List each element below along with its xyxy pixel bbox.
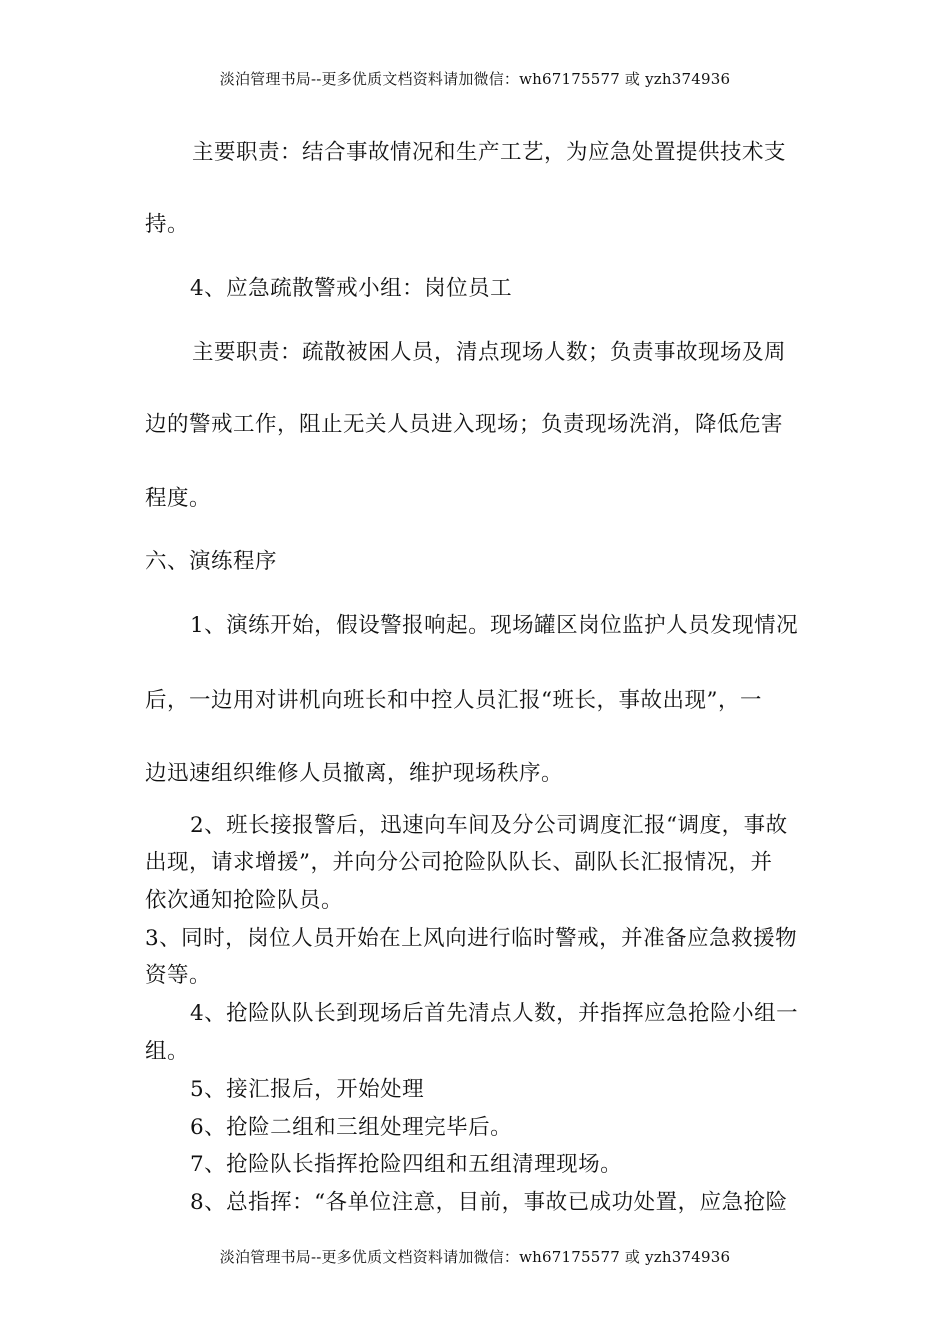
section-heading: 六、演练程序 [145, 549, 278, 574]
paragraph-line: 出现，请求增援”，并向分公司抢险队队长、副队长汇报情况，并 [145, 850, 773, 875]
paragraph-line: 8、总指挥：“各单位注意，目前，事故已成功处置，应急抢险 [190, 1190, 788, 1215]
paragraph-line: 4、抢险队队长到现场后首先清点人数，并指挥应急抢险小组一 [190, 1001, 799, 1026]
paragraph-line: 依次通知抢险队员。 [145, 888, 344, 913]
paragraph-line: 主要职责：疏散被困人员，清点现场人数；负责事故现场及周 [192, 340, 787, 365]
paragraph-line: 5、接汇报后，开始处理 [190, 1077, 425, 1102]
page-header: 淡泊管理书局--更多优质文档资料请加微信：wh67175577 或 yzh374936 [219, 70, 731, 88]
paragraph-line: 7、抢险队长指挥抢险四组和五组清理现场。 [190, 1152, 623, 1177]
paragraph-line: 持。 [145, 212, 190, 237]
section-heading: 4、应急疏散警戒小组：岗位员工 [190, 276, 513, 301]
paragraph-line: 6、抢险二组和三组处理完毕后。 [190, 1115, 513, 1140]
page-footer: 淡泊管理书局--更多优质文档资料请加微信：wh67175577 或 yzh374936 [219, 1248, 731, 1266]
paragraph-line: 程度。 [145, 486, 212, 511]
paragraph-line: 1、演练开始，假设警报响起。现场罐区岗位监护人员发现情况 [190, 613, 799, 638]
paragraph-line: 后，一边用对讲机向班长和中控人员汇报“班长，事故出现”，一 [145, 688, 762, 713]
paragraph-line: 边的警戒工作，阻止无关人员进入现场；负责现场洗消，降低危害 [145, 412, 784, 437]
paragraph-line: 边迅速组织维修人员撤离，维护现场秩序。 [145, 761, 564, 786]
paragraph-line: 组。 [145, 1039, 190, 1064]
paragraph-line: 2、班长接报警后，迅速向车间及分公司调度汇报“调度，事故 [190, 813, 788, 838]
paragraph-line: 主要职责：结合事故情况和生产工艺，为应急处置提供技术支 [192, 140, 787, 165]
paragraph-line: 资等。 [145, 963, 212, 988]
paragraph-line: 3、同时，岗位人员开始在上风向进行临时警戒，并准备应急救援物 [145, 926, 798, 951]
